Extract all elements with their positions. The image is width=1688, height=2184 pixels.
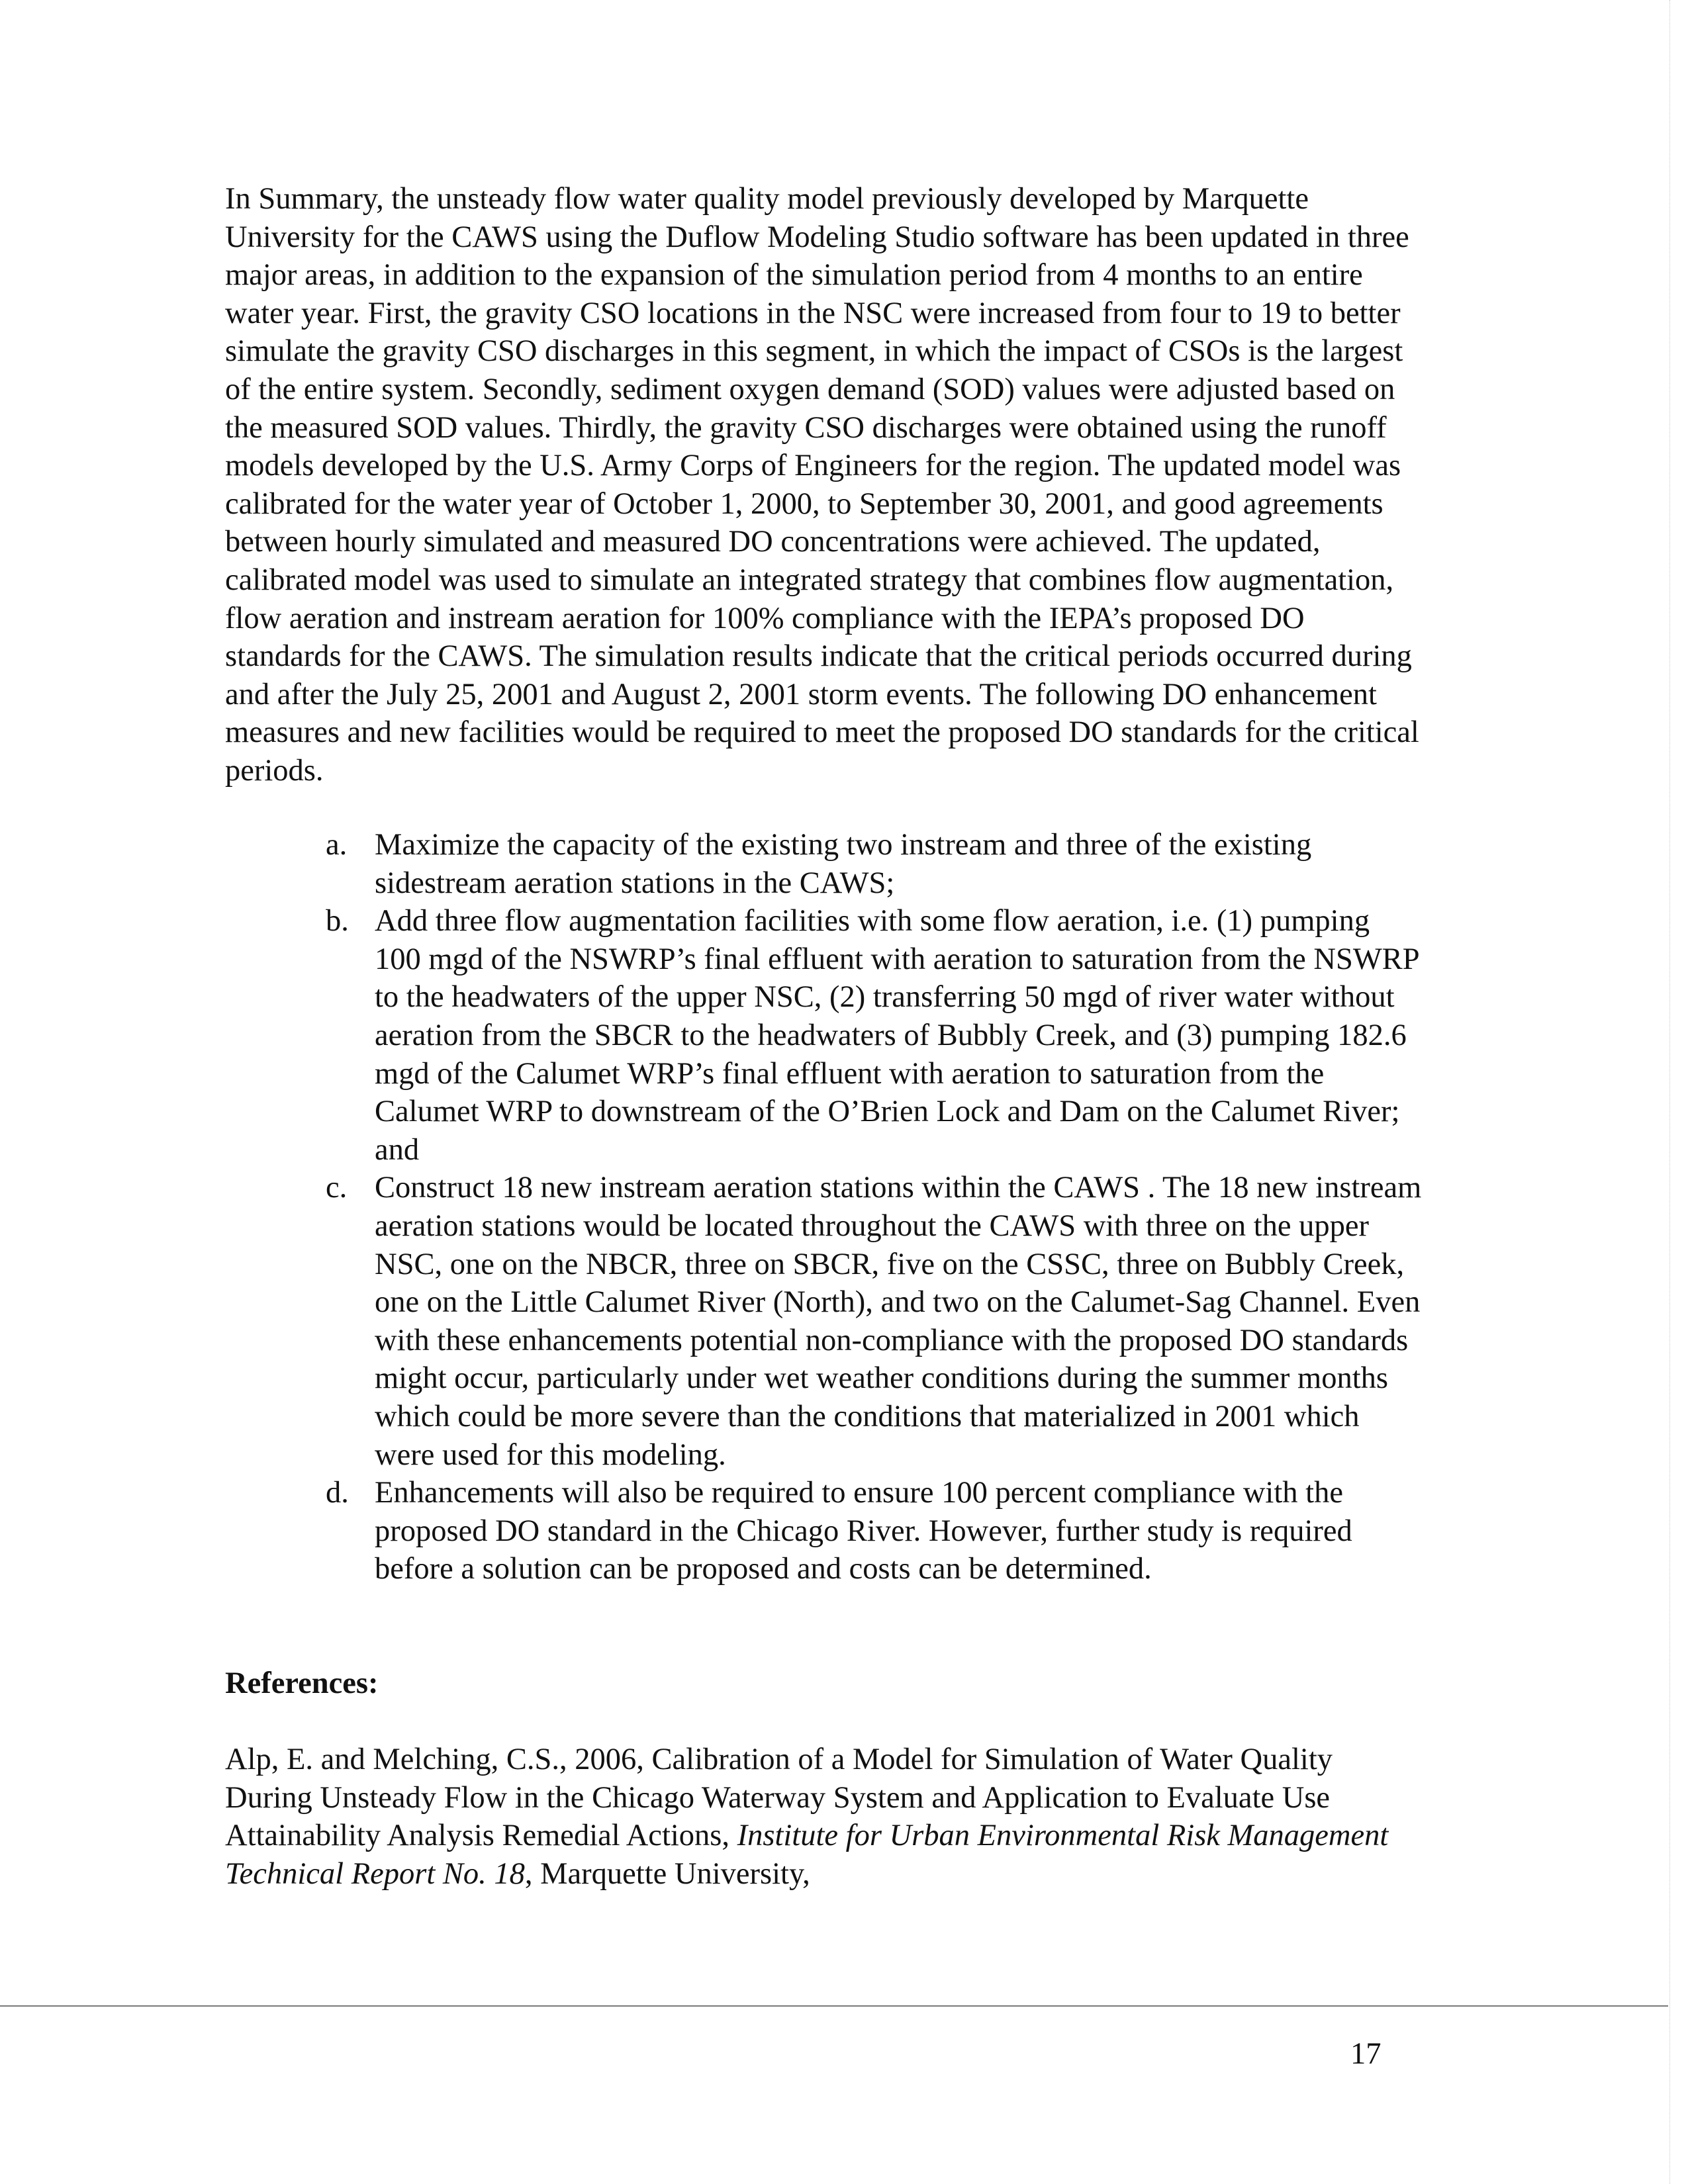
scan-edge-line [1669, 0, 1670, 2184]
list-item-text: Construct 18 new instream aeration stations within the CAWS . The 18 new instream aeration stations would be located throughout the CAWS with three on the upper NSC, one on the NBCR, three on SBCR, five on the CSSC, three on Bubbly Creek, one on the Little Calumet River (North), and two on the Calumet-Sag Channel. Even with these enhancements potential non-compliance with the proposed DO standards might occur, particularly under wet weather conditions during the summer months which could be more severe than the conditions that materialized in 2001 which were used for this modeling. [375, 1171, 1422, 1472]
summary-paragraph: In Summary, the unsteady flow water quality model previously developed by Marquette University for the CAWS using the Duflow Modeling Studio software has been updated in three major areas, in addition to the expansion of the simulation period from 4 months to an entire water year. First, the gravity CSO locations in the NSC were increased from four to 19 to better simulate the gravity CSO discharges in this segment, in which the impact of CSOs is the largest of the entire system. Secondly, sediment oxygen demand (SOD) values were adjusted based on the measured SOD values. Thirdly, the gravity CSO discharges were obtained using the runoff models developed by the U.S. Army Corps of Engineers for the region. The updated model was calibrated for the water year of October 1, 2000, to September 30, 2001, and good agreements between hourly simulated and measured DO concentrations were achieved. The updated, calibrated model was used to simulate an integrated strategy that combines flow augmentation, flow aeration and instream aeration for 100% compliance with the IEPA’s proposed DO standards for the CAWS. The simulation results indicate that the critical periods occurred during and after the July 25, 2001 and August 2, 2001 storm events. The following DO enhancement measures and new facilities would be required to meet the proposed DO standards for the critical periods. [225, 182, 1419, 788]
list-item-text: Maximize the capacity of the existing two instream and three of the existing sidestream aeration stations in the CAWS; [375, 828, 1312, 900]
list-item-text: Add three flow augmentation facilities with some flow aeration, i.e. (1) pumping 100 mgd of the NSWRP’s final effluent with aeration to saturation from the NSWRP to the headwaters of the upper NSC, (2) transferring 50 mgd of river water without aeration from the SBCR to the headwaters of Bubbly Creek, and (3) pumping 182.6 mgd of the Calumet WRP’s final effluent with aeration to saturation from the Calumet WRP to downstream of the O’Brien Lock and Dam on the Calumet River; and [375, 904, 1419, 1167]
list-item-text: Enhancements will also be required to ensure 100 percent compliance with the proposed DO standard in the Chicago River. However, further study is required before a solution can be proposed and costs can be determined. [375, 1476, 1352, 1586]
list-item [225, 1169, 1423, 1474]
references-heading: References: [225, 1666, 379, 1700]
reference-authors-title: Alp, E. and Melching, C.S., 2006, Calibration of a Model for Simulation of Water Quality During Unsteady Flow in the Chicago Waterway System and Application to Evaluate Use Attainability Analysis Remedial Actions, [225, 1743, 1333, 1853]
list-item [225, 902, 1423, 1169]
reference-series: Institute for Urban Environmental Risk Management Technical Report No. 18 [225, 1819, 1389, 1891]
list-marker: b. [326, 904, 349, 938]
do-enhancement-list [225, 826, 1423, 1588]
list-item [225, 826, 1423, 902]
list-marker: c. [326, 1171, 348, 1205]
reference-entry [225, 1741, 1423, 1893]
list-item [225, 1474, 1423, 1588]
list-marker: d. [326, 1476, 349, 1510]
list-marker: a. [326, 828, 348, 862]
footer-divider [0, 2005, 1668, 2007]
page-number: 17 [1350, 2037, 1382, 2071]
reference-publisher: , Marquette University, [524, 1856, 810, 1891]
